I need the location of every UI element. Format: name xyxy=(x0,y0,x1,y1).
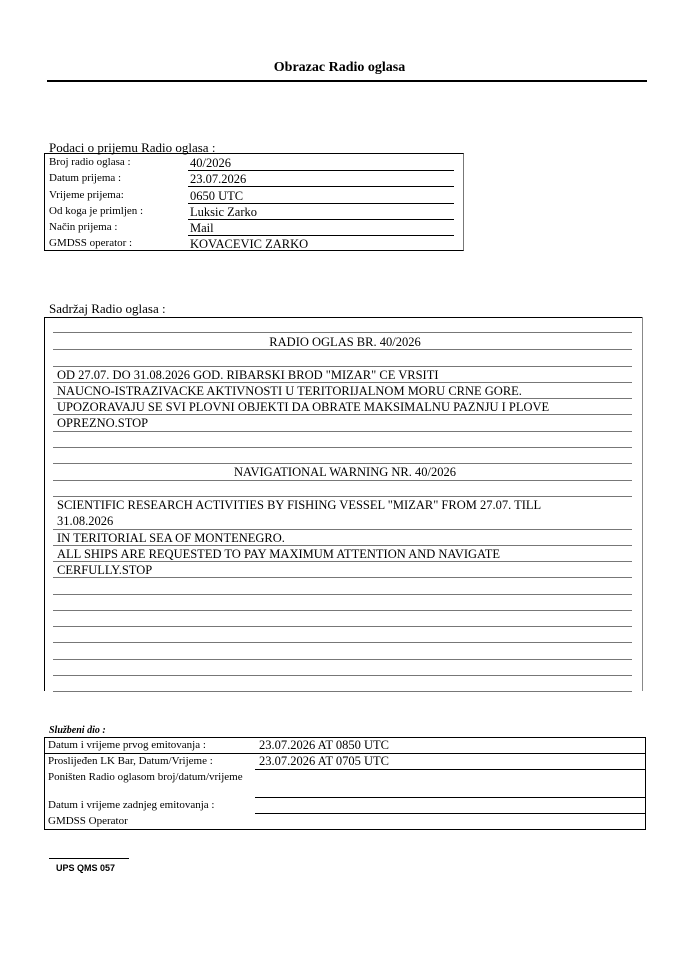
official-value-forwarded: 23.07.2026 AT 0705 UTC xyxy=(259,754,389,768)
official-label-operator: GMDSS Operator xyxy=(48,815,128,827)
local-notice-title: RADIO OGLAS BR. 40/2026 xyxy=(269,335,421,349)
reception-value-time: 0650 UTC xyxy=(190,189,244,203)
content-section-label: Sadržaj Radio oglasa : xyxy=(49,301,166,316)
reception-value-number: 40/2026 xyxy=(190,156,231,170)
reception-line xyxy=(188,203,454,204)
content-box-left xyxy=(44,317,45,691)
content-rule xyxy=(53,642,632,643)
footer-code: UPS QMS 057 xyxy=(56,863,116,873)
official-label-forwarded: Proslijeđen LK Bar, Datum/Vrijeme : xyxy=(48,755,213,767)
content-rule xyxy=(53,691,632,692)
content-rule xyxy=(53,431,632,432)
local-notice-line: UPOZORAVAJU SE SVI PLOVNI OBJEKTI DA OBRATE MAKSIMALNU PAZNJU I PLOVE xyxy=(57,400,550,414)
content-rule xyxy=(53,594,632,595)
official-label-cancelled: Poništen Radio oglasom broj/datum/vrijeme xyxy=(48,771,243,783)
content-rule xyxy=(53,463,632,464)
english-notice-line: SCIENTIFIC RESEARCH ACTIVITIES BY FISHING VESSEL "MIZAR" FROM 27.07. TILL xyxy=(57,498,542,512)
official-label-first-broadcast: Datum i vrijeme prvog emitovanja : xyxy=(48,739,206,751)
form-title: Obrazac Radio oglasa xyxy=(273,60,406,75)
reception-section-label: Podaci o prijemu Radio oglasa : xyxy=(49,140,216,155)
content-rule xyxy=(53,545,632,546)
content-rule xyxy=(53,366,632,367)
content-box-top xyxy=(44,317,643,318)
reception-value-operator: KOVACEVIC ZARKO xyxy=(190,237,309,251)
reception-line xyxy=(188,170,454,171)
official-row-line xyxy=(255,797,646,798)
english-notice-line: 31.08.2026 xyxy=(57,514,114,528)
content-rule xyxy=(53,529,632,530)
reception-label-method: Način prijema : xyxy=(49,221,118,233)
content-rule xyxy=(53,332,632,333)
content-rule xyxy=(53,398,632,399)
content-rule xyxy=(53,561,632,562)
english-notice-line: ALL SHIPS ARE REQUESTED TO PAY MAXIMUM ATTENTION AND NAVIGATE xyxy=(57,547,500,561)
reception-label-date: Datum prijema : xyxy=(49,172,122,184)
reception-label-from: Od koga je primljen : xyxy=(49,205,144,217)
reception-label-number: Broj radio oglasa : xyxy=(49,156,131,168)
local-notice-line: OD 27.07. DO 31.08.2026 GOD. RIBARSKI BROD "MIZAR" CE VRSITI xyxy=(57,368,439,382)
content-rule xyxy=(53,675,632,676)
reception-line xyxy=(188,186,454,187)
content-rule xyxy=(53,480,632,481)
official-row-line xyxy=(255,769,646,770)
content-rule xyxy=(53,659,632,660)
reception-label-time: Vrijeme prijema: xyxy=(49,189,124,201)
reception-line xyxy=(188,219,454,220)
official-row-line xyxy=(255,813,646,814)
footer-rule xyxy=(49,858,129,859)
content-rule xyxy=(53,496,632,497)
reception-value-method: Mail xyxy=(190,221,214,235)
reception-value-from: Luksic Zarko xyxy=(190,205,257,219)
title-underline xyxy=(47,80,647,82)
content-rule xyxy=(53,414,632,415)
reception-value-date: 23.07.2026 xyxy=(190,172,247,186)
english-notice-line: CERFULLY.STOP xyxy=(57,563,153,577)
content-rule xyxy=(53,626,632,627)
reception-label-operator: GMDSS operator : xyxy=(49,237,133,249)
local-notice-line: NAUCNO-ISTRAZIVACKE AKTIVNOSTI U TERITORIJALNOM MORU CRNE GORE. xyxy=(57,384,522,398)
content-rule xyxy=(53,447,632,448)
content-rule xyxy=(53,382,632,383)
content-box-right xyxy=(642,317,643,691)
content-rule xyxy=(53,577,632,578)
local-notice-line: OPREZNO.STOP xyxy=(57,416,149,430)
official-value-first-broadcast: 23.07.2026 AT 0850 UTC xyxy=(259,738,389,752)
official-label-last-broadcast: Datum i vrijeme zadnjeg emitovanja : xyxy=(48,799,215,811)
official-section-label: Službeni dio : xyxy=(49,725,106,736)
english-notice-line: IN TERITORIAL SEA OF MONTENEGRO. xyxy=(57,531,285,545)
reception-line xyxy=(188,235,454,236)
english-notice-title: NAVIGATIONAL WARNING NR. 40/2026 xyxy=(234,465,456,479)
content-rule xyxy=(53,610,632,611)
